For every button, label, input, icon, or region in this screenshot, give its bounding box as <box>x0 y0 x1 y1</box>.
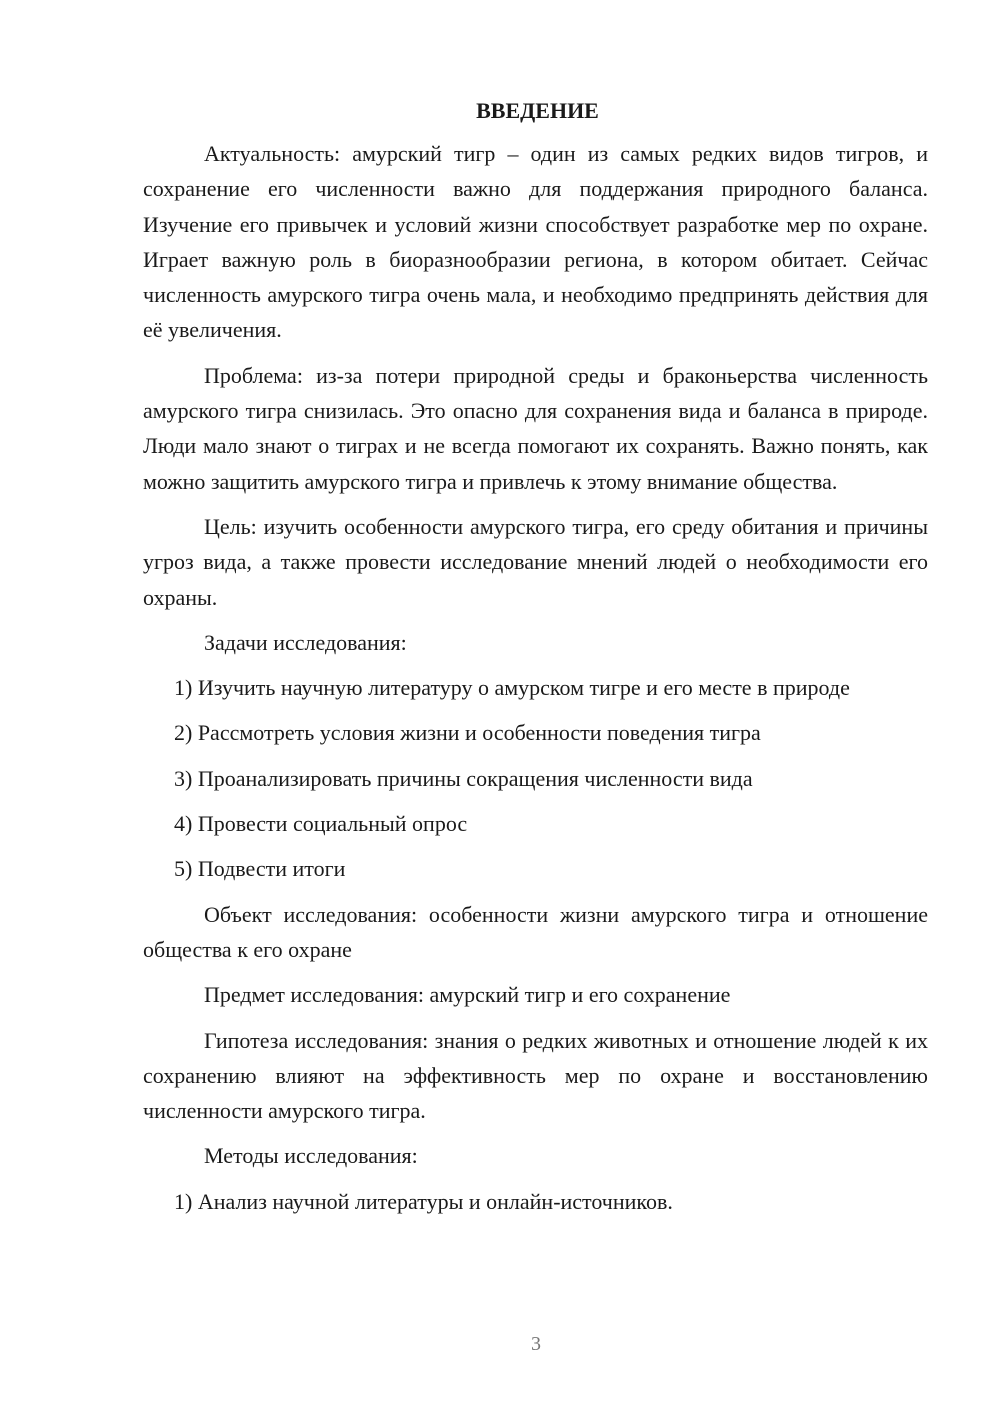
list-item-task-1: 1) Изучить научную литературу о амурском тигре и его месте в природе <box>174 675 850 701</box>
paragraph-hypothesis: Гипотеза исследования: знания о редких животных и отношение людей к их сохранению влияют на эффективность мер по охране и восстановлению численности амурского тигра. <box>143 1027 928 1124</box>
list-item-task-2: 2) Рассмотреть условия жизни и особенности поведения тигра <box>174 720 761 746</box>
paragraph-methods-title: Методы исследования: <box>204 1143 418 1169</box>
paragraph-relevance: Актуальность: амурский тигр – один из самых редких видов тигров, и сохранение его численности важно для поддержания природного баланса. Изучение его привычек и условий жизни способствует разработке мер по охране. Играет важную роль в биоразнообразии региона, в котором обитает. Сейчас численность амурского тигра очень мала, и необходимо предпринять действия для её увеличения. <box>143 141 928 343</box>
paragraph-goal: Цель: изучить особенности амурского тигра, его среду обитания и причины угроз вида, а также провести исследование мнений людей о необходимости его охраны. <box>143 513 928 610</box>
paragraph-object: Объект исследования: особенности жизни амурского тигра и отношение общества к его охране <box>143 901 928 962</box>
section-heading: ВВЕДЕНИЕ <box>476 98 599 123</box>
page-number: 3 <box>531 1333 541 1355</box>
paragraph-subject: Предмет исследования: амурский тигр и его сохранение <box>204 982 731 1008</box>
paragraph-tasks-title: Задачи исследования: <box>204 629 407 655</box>
list-item-task-3: 3) Проанализировать причины сокращения численности вида <box>174 765 753 791</box>
paragraph-problem: Проблема: из-за потери природной среды и браконьерства численность амурского тигра снизилась. Это опасно для сохранения вида и баланса в природе. Люди мало знают о тиграх и не всегда помогают их сохранять. Важно понять, как можно защитить амурского тигра и привлечь к этому внимание общества. <box>143 362 928 494</box>
list-item-task-4: 4) Провести социальный опрос <box>174 811 468 837</box>
list-item-method-1: 1) Анализ научной литературы и онлайн-источников. <box>174 1188 673 1214</box>
document-page <box>143 96 928 1219</box>
list-item-task-5: 5) Подвести итоги <box>174 856 346 882</box>
